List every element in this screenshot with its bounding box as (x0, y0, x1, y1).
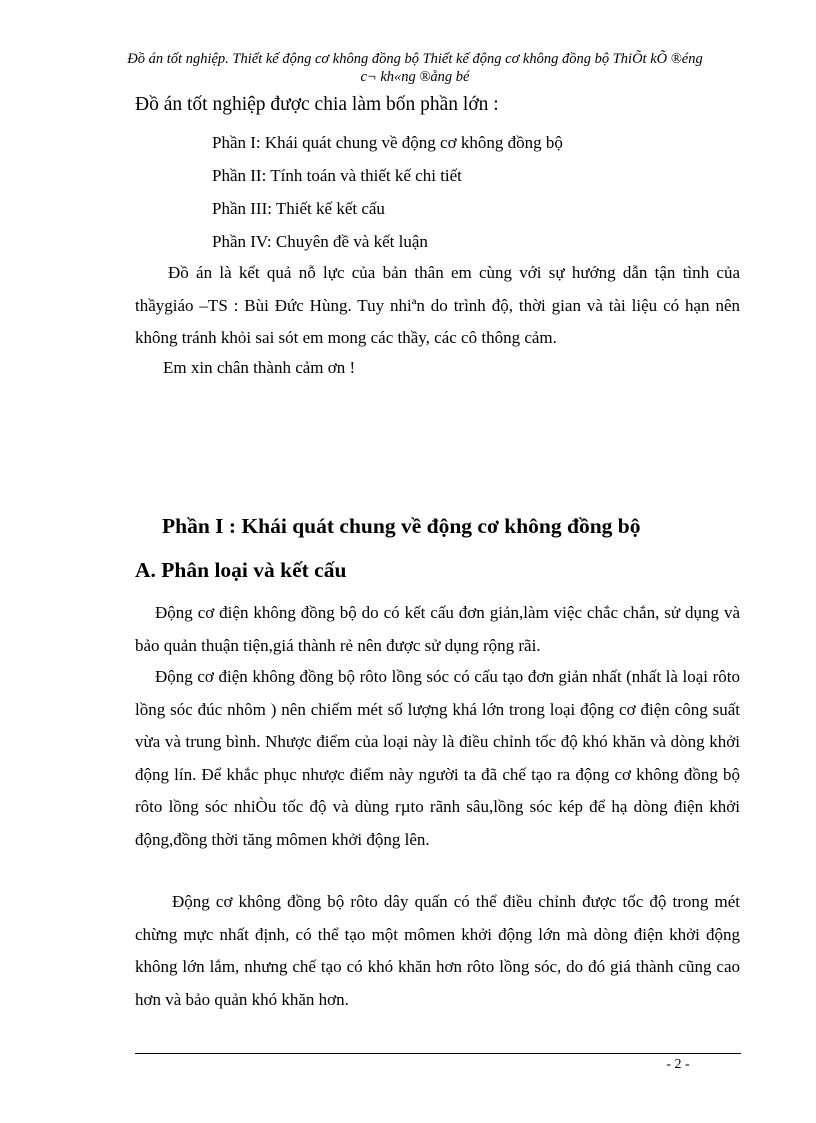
parts-list (212, 130, 563, 262)
part-item: Phần II: Tính toán và thiết kế chi tiết (212, 166, 462, 185)
page-number: - 2 - (666, 1057, 690, 1072)
body-paragraph: Động cơ điện không đồng bộ rôto lồng sóc có cấu tạo đơn giản nhất (nhất là loại rôto lồng sóc đúc nhôm ) nên chiếm mét số lượng khá lớn trong loại động cơ điện công suất vừa và trung bình. Nhược điểm của loại này là điều chỉnh tốc độ khó khăn và dòng khởi động lín. Để khắc phục nhược điểm này người ta đã chế tạo ra động cơ không đồng bộ rôto lồng sóc nhiÒu tốc độ và dùng rµto rãnh sâu,lồng sóc kép để hạ dòng điện khởi động,đồng thời tăng mômen khởi động lên. (135, 667, 740, 849)
subsection-title: A. Phân loại và kết cấu (135, 558, 347, 582)
thanks-line: Em xin chân thành cảm ơn ! (163, 358, 356, 377)
part-item: Phần III: Thiết kế kết cấu (212, 199, 385, 218)
intro-title: Đồ án tốt nghiệp được chia làm bốn phần lớn : (135, 94, 499, 115)
footer-divider (135, 1053, 741, 1054)
page-header: Đồ án tốt nghiệp. Thiết kế động cơ không đồng bộ Thiết kế động cơ không đồng bộ ThiÕt kÕ ®éng c¬ kh«ng ®ång bé (127, 51, 703, 85)
body-paragraph: Động cơ không đồng bộ rôto dây quấn có thể điều chỉnh được tốc độ trong mét chừng mực nhất định, có thể tạo một mômen khởi động lớn mà dòng điện khởi động không lớn lắm, nhưng chế tạo có khó khăn hơn rôto lồng sóc, do đó giá thành cũng cao hơn và bảo quản khó khăn hơn. (135, 892, 740, 1009)
body-paragraph: Động cơ điện không đồng bộ do có kết cấu đơn giản,làm việc chắc chắn, sử dụng và bảo quản thuận tiện,giá thành rẻ nên được sử dụng rộng rãi. (135, 603, 740, 655)
part-item: Phần IV: Chuyên đề và kết luận (212, 232, 428, 251)
part-item: Phần I: Khái quát chung về động cơ không đồng bộ (212, 133, 563, 152)
section-title: Phần I : Khái quát chung về động cơ không đồng bộ (162, 514, 641, 538)
intro-paragraph: Đồ án là kết quả nỗ lực của bản thân em cùng với sự hướng dẫn tận tình của thầygiáo –TS : Bùi Đức Hùng. Tuy nhiªn do trình độ, thời gian và tài liệu có hạn nên không tránh khỏi sai sót em mong các thầy, các cô thông cảm. (135, 263, 740, 347)
